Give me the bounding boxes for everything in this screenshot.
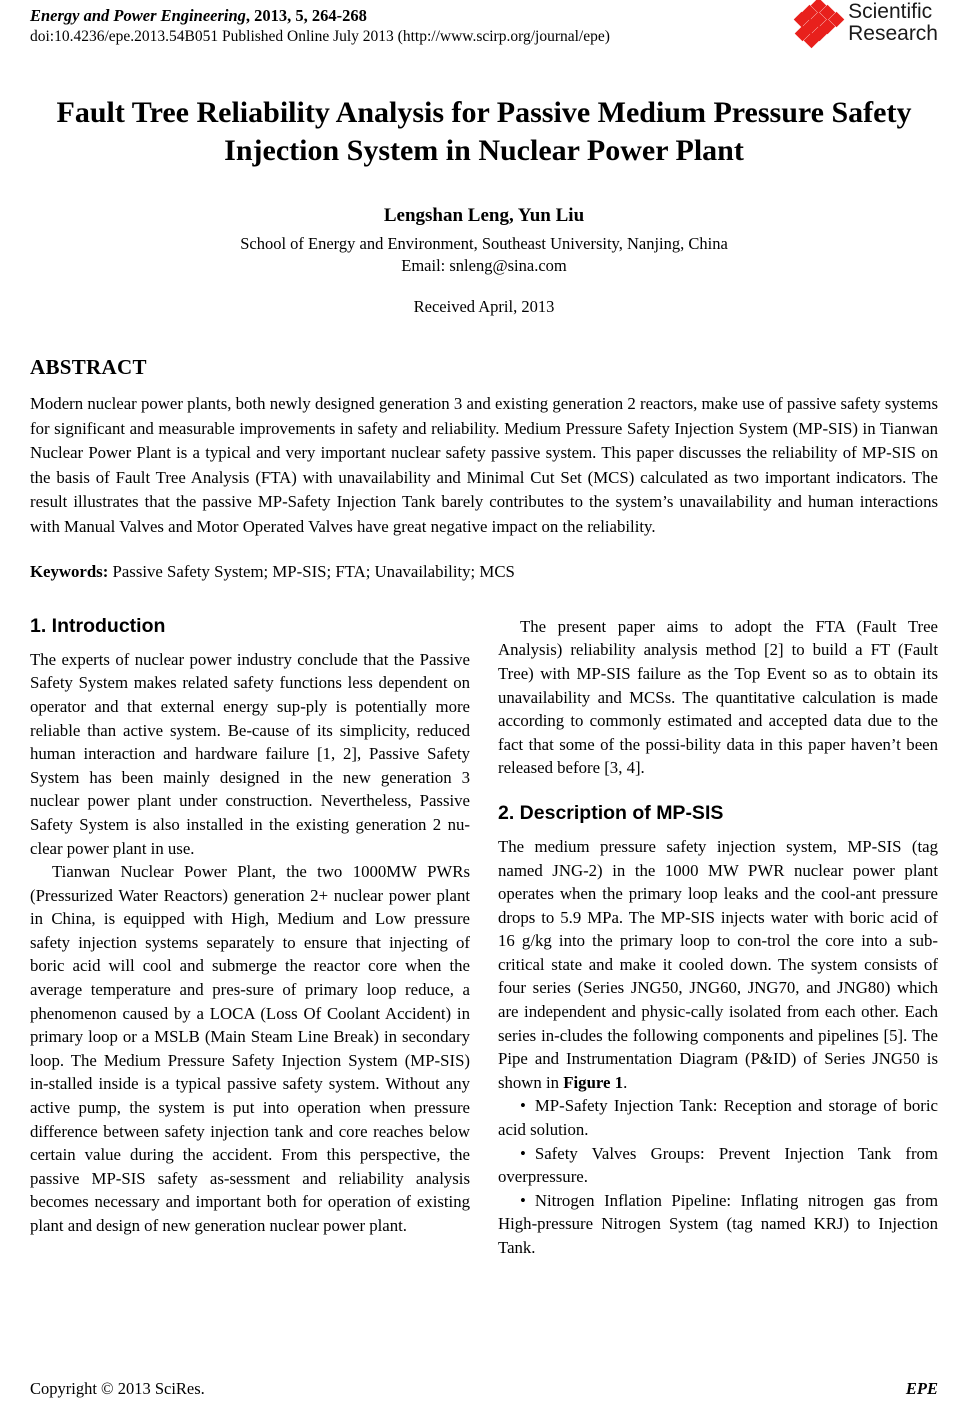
description-text-part-2: . (623, 1072, 628, 1092)
publisher-logo-text (848, 1, 938, 46)
keywords-label: Keywords: (30, 562, 109, 582)
copyright-notice: Copyright © 2013 SciRes. (30, 1379, 205, 1398)
journal-citation-line (30, 5, 610, 27)
abstract-heading: ABSTRACT (30, 355, 147, 380)
list-item (498, 1094, 938, 1141)
abstract-text: Modern nuclear power plants, both newly designed generation 3 and existing generation 2 reactors, make use of passive safety systems for significant and measurable improvements in safety and reliability. Medium Pressure Safety Injection System (MP-SIS) in Tianwan Nuclear Power Plant is a typical and very important nuclear safety passive system. This paper discusses the reliability of MP-SIS on the basis of Fault Tree Analysis (FTA) with unavailability and Minimal Cut Set (MCS) calculated as two important indicators. The result illustrates that the passive MP-Safety Injection Tank barely contributes to the system’s unavailability and human interactions with Manual Valves and Motor Operated Valves have great negative impact on the reliability. (30, 394, 938, 536)
intro-paragraph-2: Tianwan Nuclear Power Plant, the two 1000MW PWRs (Pressurized Water Reactors) generation 2+ nuclear power plant in China, is equipped with High, Medium and Low pressure safety injection systems separately to ensure that injecting of boric acid will cool and submerge the reactor core when the average temperature and pres-sure of primary loop reduce, a phenomenon caused by a LOCA (Loss Of Coolant Accident) in primary loop or a MSLB (Main Steam Line Break) in secondary loop. The Medium Pressure Safety Injection System (MP-SIS) in-stalled inside is a typical passive safety system. Without any active pump, the system is put into operation when pressure difference between safety injection tank and core reaches below certain value during the accident. From this perspective, the passive MP-SIS safety as-sessment and reliability analysis becomes necessary and important both for operation of existing plant and design of new generation nuclear power plant. (30, 862, 470, 1235)
figure-reference: Figure 1 (563, 1072, 624, 1092)
journal-issue-info: , 2013, 5, 264-268 (245, 6, 367, 25)
publisher-logo (796, 0, 938, 46)
bullet-icon: • (520, 1190, 526, 1210)
page-footer (30, 1379, 938, 1399)
doi-line: doi:10.4236/epe.2013.54B051 Published Online July 2013 (http://www.scirp.org/journal/epe) (30, 28, 610, 46)
received-date: Received April, 2013 (413, 297, 555, 317)
body-columns (30, 615, 938, 1260)
section-heading-description: 2. Description of MP-SIS (498, 801, 724, 824)
section-heading-introduction: 1. Introduction (30, 614, 166, 637)
intro-paragraph-1: The experts of nuclear power industry conclude that the Passive Safety System makes related safety functions less dependent on operator and that external energy sup-ply is potentially more reliable than active system. Be-cause of its simplicity, reduced human interaction and hardware failure [1, 2], Passive Safety System has been mainly designed in the new generation 3 nuclear power plant under construction. Nevertheless, Passive Safety System is also installed in the existing generation 2 nu-clear power plant in use. (30, 649, 470, 858)
list-item (498, 1142, 938, 1189)
scientific-research-diamond-icon (796, 0, 842, 46)
column-right (498, 615, 938, 1260)
bullet-icon: • (520, 1143, 526, 1163)
logo-line-research: Research (848, 22, 938, 45)
description-paragraph-1 (498, 835, 938, 1095)
bullet-icon: • (520, 1096, 526, 1116)
description-text-part-1: The medium pressure safety injection system, MP-SIS (tag named JNG-2) in the 1000 MW PWR nuclear power plant operates when the primary loop leaks and the cool-ant pressure drops to 5.9 MPa. The MP-SIS injects water with boric acid of 16 g/kg into the primary loop to con-trol the core into a sub-critical state and make it cooled down. The system consists of four series (Series JNG50, JNG60, JNG70, and JNG80) which are independent and physic-cally isolated from each other. Each series in-cludes the following components and pipelines [5]. The Pipe and Instrumentation Diagram (P&ID) of Series JNG50 is shown in (498, 836, 938, 1092)
page-title: Fault Tree Reliability Analysis for Passive Medium Pressure Safety Injection System in Nuclear Power Plant (56, 96, 912, 168)
journal-abbreviation: EPE (905, 1379, 938, 1398)
masthead (30, 0, 938, 64)
list-item-label: Nitrogen Inflation Pipeline: Inflating nitrogen gas from High-pressure Nitrogen System (tag named KRJ) to Injection Tank. (498, 1190, 938, 1257)
keywords-values: Passive Safety System; MP-SIS; FTA; Unavailability; MCS (108, 562, 515, 582)
list-item-label: MP-Safety Injection Tank: Reception and storage of boric acid solution. (498, 1096, 938, 1140)
keywords-line (30, 560, 938, 584)
contact-email: Email: snleng@sina.com (401, 255, 567, 275)
column-left (30, 615, 470, 1260)
logo-line-scientific: Scientific (848, 0, 933, 23)
masthead-text-block (30, 5, 610, 48)
journal-name: Energy and Power Engineering (30, 6, 246, 25)
intro-paragraph-3: The present paper aims to adopt the FTA (Fault Tree Analysis) reliability analysis method [2] to build a FT (Fault Tree) with MP-SIS failure as the Top Event so as to obtain its unavailability and MCSs. The quantitative calculation is made according to commonly estimated and accepted data due to the fact that some of the possi-bility data in this paper haven’t been released before [3, 4]. (498, 616, 938, 778)
list-item-label: Safety Valves Groups: Prevent Injection Tank from overpressure. (498, 1143, 938, 1187)
list-item (498, 1189, 938, 1260)
affiliation: School of Energy and Environment, Southeast University, Nanjing, China (240, 233, 728, 253)
author-list: Lengshan Leng, Yun Liu (383, 204, 585, 226)
